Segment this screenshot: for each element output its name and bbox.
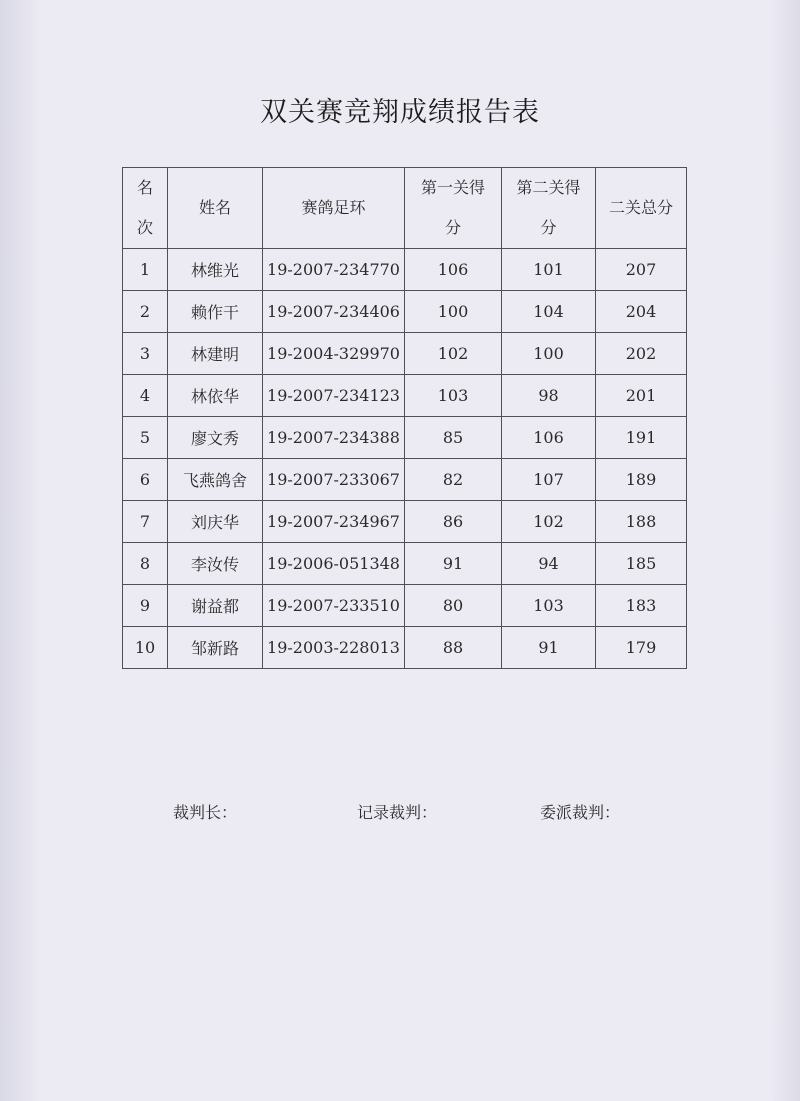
cell-stage1: 88	[405, 627, 502, 669]
cell-total: 189	[596, 459, 687, 501]
cell-stage1: 82	[405, 459, 502, 501]
cell-stage1: 85	[405, 417, 502, 459]
cell-rank: 1	[123, 249, 168, 291]
header-name	[168, 168, 263, 249]
cell-rank: 2	[123, 291, 168, 333]
cell-stage2: 102	[502, 501, 596, 543]
table-row	[123, 543, 687, 585]
recording-referee-label: 记录裁判：	[357, 803, 438, 822]
header-stage2	[502, 168, 596, 249]
table-row	[123, 501, 687, 543]
table-row	[123, 417, 687, 459]
cell-stage1: 100	[405, 291, 502, 333]
paper-shadow-left	[0, 0, 40, 1101]
header-stage1	[405, 168, 502, 249]
cell-stage2: 103	[502, 585, 596, 627]
cell-ring: 19-2007-234406	[263, 291, 405, 333]
cell-name: 刘庆华	[168, 501, 263, 543]
cell-name: 李汝传	[168, 543, 263, 585]
header-ring-label: 赛鸽足环	[301, 198, 366, 217]
cell-stage1: 86	[405, 501, 502, 543]
cell-ring: 19-2003-228013	[263, 627, 405, 669]
table-row	[123, 459, 687, 501]
page-title: 双关赛竞翔成绩报告表	[260, 97, 540, 128]
cell-name: 赖作干	[168, 291, 263, 333]
header-name-label: 姓名	[198, 198, 231, 217]
cell-name: 谢益都	[168, 585, 263, 627]
cell-stage2: 107	[502, 459, 596, 501]
cell-ring: 19-2006-051348	[263, 543, 405, 585]
cell-total: 179	[596, 627, 687, 669]
table-row	[123, 627, 687, 669]
cell-total: 204	[596, 291, 687, 333]
table-row	[123, 249, 687, 291]
cell-total: 191	[596, 417, 687, 459]
cell-stage1: 102	[405, 333, 502, 375]
cell-stage1: 80	[405, 585, 502, 627]
cell-stage2: 100	[502, 333, 596, 375]
cell-total: 207	[596, 249, 687, 291]
cell-total: 183	[596, 585, 687, 627]
cell-rank: 8	[123, 543, 168, 585]
cell-name: 林维光	[168, 249, 263, 291]
cell-total: 201	[596, 375, 687, 417]
cell-ring: 19-2004-329970	[263, 333, 405, 375]
header-rank-line2: 次	[136, 218, 153, 237]
cell-name: 飞燕鸽舍	[168, 459, 263, 501]
header-stage1-line2: 分	[444, 218, 461, 237]
cell-ring: 19-2007-233067	[263, 459, 405, 501]
header-stage2-line2: 分	[540, 218, 557, 237]
cell-stage1: 106	[405, 249, 502, 291]
table-row	[123, 585, 687, 627]
cell-rank: 10	[123, 627, 168, 669]
cell-name: 林依华	[168, 375, 263, 417]
cell-total: 202	[596, 333, 687, 375]
header-ring	[263, 168, 405, 249]
cell-stage2: 101	[502, 249, 596, 291]
cell-rank: 7	[123, 501, 168, 543]
header-stage2-line1: 第二关得	[516, 178, 581, 197]
score-table	[122, 167, 687, 669]
cell-rank: 3	[123, 333, 168, 375]
cell-stage2: 98	[502, 375, 596, 417]
cell-ring: 19-2007-234770	[263, 249, 405, 291]
cell-total: 188	[596, 501, 687, 543]
cell-ring: 19-2007-234967	[263, 501, 405, 543]
header-total	[596, 168, 687, 249]
cell-ring: 19-2007-234388	[263, 417, 405, 459]
cell-rank: 6	[123, 459, 168, 501]
cell-stage2: 106	[502, 417, 596, 459]
table-row	[123, 291, 687, 333]
table-header-row	[123, 168, 687, 249]
cell-rank: 4	[123, 375, 168, 417]
cell-rank: 5	[123, 417, 168, 459]
appointed-referee-label: 委派裁判：	[540, 803, 621, 822]
table-row	[123, 375, 687, 417]
cell-ring: 19-2007-233510	[263, 585, 405, 627]
paper-shadow-right	[770, 0, 800, 1101]
cell-stage2: 91	[502, 627, 596, 669]
cell-stage2: 94	[502, 543, 596, 585]
cell-ring: 19-2007-234123	[263, 375, 405, 417]
header-total-label: 二关总分	[608, 198, 673, 217]
cell-name: 邹新路	[168, 627, 263, 669]
cell-name: 林建明	[168, 333, 263, 375]
cell-stage2: 104	[502, 291, 596, 333]
header-stage1-line1: 第一关得	[420, 178, 485, 197]
header-rank-line1: 名	[136, 178, 153, 197]
cell-total: 185	[596, 543, 687, 585]
cell-stage1: 103	[405, 375, 502, 417]
chief-referee-label: 裁判长：	[173, 803, 238, 822]
cell-stage1: 91	[405, 543, 502, 585]
table-row	[123, 333, 687, 375]
header-rank	[123, 168, 168, 249]
cell-name: 廖文秀	[168, 417, 263, 459]
cell-rank: 9	[123, 585, 168, 627]
